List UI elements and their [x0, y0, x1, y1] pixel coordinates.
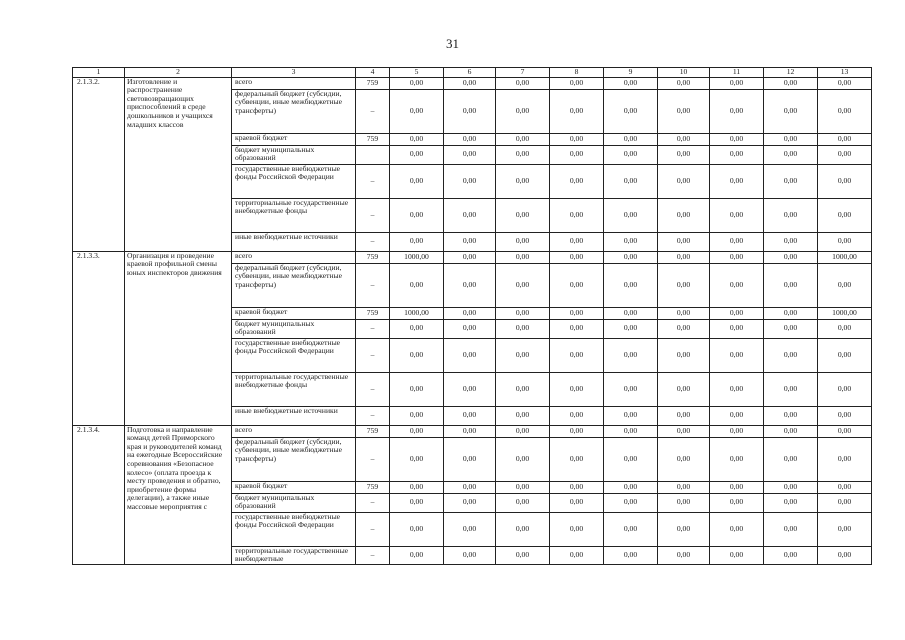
amount-cell: 0,00 — [496, 319, 550, 338]
amount-cell: 0,00 — [444, 481, 496, 493]
amount-cell: 0,00 — [550, 89, 604, 133]
funding-source: государственные внебюджетные фонды Российской Федерации — [232, 164, 356, 198]
amount-cell: 0,00 — [496, 372, 550, 406]
amount-cell: 0,00 — [764, 198, 818, 232]
amount-cell: 0,00 — [604, 164, 658, 198]
funding-source: иные внебюджетные источники — [232, 406, 356, 425]
amount-cell: 0,00 — [444, 263, 496, 307]
amount-cell: 0,00 — [658, 338, 710, 372]
amount-cell: 1000,00 — [390, 307, 444, 319]
amount-cell: 0,00 — [764, 145, 818, 164]
amount-cell: 0,00 — [710, 319, 764, 338]
amount-cell: 0,00 — [390, 198, 444, 232]
amount-cell: 0,00 — [496, 145, 550, 164]
amount-cell: 1000,00 — [818, 307, 872, 319]
amount-cell: 0,00 — [710, 512, 764, 546]
amount-cell: 0,00 — [390, 145, 444, 164]
amount-cell: 0,00 — [818, 493, 872, 512]
funding-source: государственные внебюджетные фонды Российской Федерации — [232, 512, 356, 546]
amount-cell: 0,00 — [818, 133, 872, 145]
amount-cell: 0,00 — [390, 425, 444, 437]
amount-cell: 0,00 — [710, 481, 764, 493]
amount-cell: 0,00 — [604, 512, 658, 546]
amount-cell: 0,00 — [550, 307, 604, 319]
admin-code: – — [356, 406, 390, 425]
amount-cell: 0,00 — [604, 425, 658, 437]
amount-cell: 0,00 — [818, 481, 872, 493]
funding-source: территориальные государственные внебюджетные фонды — [232, 372, 356, 406]
amount-cell: 0,00 — [818, 263, 872, 307]
amount-cell: 0,00 — [604, 307, 658, 319]
amount-cell: 0,00 — [390, 232, 444, 251]
funding-source: краевой бюджет — [232, 133, 356, 145]
amount-cell: 0,00 — [390, 493, 444, 512]
amount-cell: 0,00 — [710, 307, 764, 319]
admin-code: 759 — [356, 133, 390, 145]
amount-cell: 0,00 — [764, 481, 818, 493]
amount-cell: 0,00 — [550, 437, 604, 481]
amount-cell: 0,00 — [390, 481, 444, 493]
amount-cell: 0,00 — [818, 164, 872, 198]
amount-cell: 0,00 — [550, 232, 604, 251]
amount-cell: 0,00 — [444, 164, 496, 198]
amount-cell: 0,00 — [710, 77, 764, 89]
amount-cell: 0,00 — [710, 263, 764, 307]
amount-cell: 0,00 — [764, 546, 818, 564]
amount-cell: 0,00 — [496, 406, 550, 425]
amount-cell: 0,00 — [390, 77, 444, 89]
column-number: 11 — [710, 68, 764, 78]
amount-cell: 0,00 — [444, 251, 496, 263]
column-number: 13 — [818, 68, 872, 78]
amount-cell: 0,00 — [496, 89, 550, 133]
amount-cell: 0,00 — [496, 164, 550, 198]
amount-cell: 0,00 — [658, 133, 710, 145]
amount-cell: 0,00 — [604, 372, 658, 406]
admin-code: – — [356, 372, 390, 406]
amount-cell: 0,00 — [444, 546, 496, 564]
amount-cell: 0,00 — [818, 89, 872, 133]
amount-cell: 0,00 — [604, 319, 658, 338]
column-number: 8 — [550, 68, 604, 78]
amount-cell: 0,00 — [658, 493, 710, 512]
funding-source: бюджет муниципальных образований — [232, 319, 356, 338]
table-row — [73, 77, 872, 89]
column-number-row — [73, 68, 872, 78]
amount-cell: 0,00 — [764, 338, 818, 372]
amount-cell: 0,00 — [604, 338, 658, 372]
event-name: Организация и проведение краевой профильной смены юных инспекторов движения — [125, 251, 232, 425]
column-number: 9 — [604, 68, 658, 78]
amount-cell: 0,00 — [658, 164, 710, 198]
amount-cell: 0,00 — [390, 263, 444, 307]
amount-cell: 0,00 — [604, 145, 658, 164]
amount-cell: 0,00 — [764, 89, 818, 133]
amount-cell: 0,00 — [658, 425, 710, 437]
amount-cell: 0,00 — [604, 493, 658, 512]
amount-cell: 0,00 — [764, 493, 818, 512]
amount-cell: 0,00 — [764, 319, 818, 338]
table-row — [73, 425, 872, 437]
admin-code: – — [356, 493, 390, 512]
table-body — [73, 68, 872, 565]
admin-code: 759 — [356, 251, 390, 263]
amount-cell: 0,00 — [658, 406, 710, 425]
amount-cell: 0,00 — [818, 77, 872, 89]
amount-cell: 0,00 — [444, 425, 496, 437]
amount-cell: 0,00 — [710, 425, 764, 437]
funding-source: федеральный бюджет (субсидии, субвенции, иные межбюджетные трансферты) — [232, 263, 356, 307]
amount-cell: 0,00 — [818, 319, 872, 338]
amount-cell: 0,00 — [604, 437, 658, 481]
admin-code: 759 — [356, 307, 390, 319]
admin-code: – — [356, 232, 390, 251]
amount-cell: 0,00 — [710, 437, 764, 481]
amount-cell: 0,00 — [818, 512, 872, 546]
amount-cell: 1000,00 — [390, 251, 444, 263]
amount-cell: 0,00 — [550, 198, 604, 232]
amount-cell: 0,00 — [710, 145, 764, 164]
amount-cell: 0,00 — [604, 481, 658, 493]
admin-code: – — [356, 263, 390, 307]
amount-cell: 0,00 — [818, 145, 872, 164]
amount-cell: 0,00 — [550, 145, 604, 164]
amount-cell: 0,00 — [444, 307, 496, 319]
funding-source: всего — [232, 425, 356, 437]
admin-code: 759 — [356, 425, 390, 437]
amount-cell: 0,00 — [604, 198, 658, 232]
amount-cell: 0,00 — [390, 372, 444, 406]
column-number: 7 — [496, 68, 550, 78]
amount-cell: 0,00 — [764, 263, 818, 307]
amount-cell: 0,00 — [550, 338, 604, 372]
amount-cell: 0,00 — [496, 481, 550, 493]
amount-cell: 0,00 — [710, 493, 764, 512]
amount-cell: 0,00 — [550, 512, 604, 546]
funding-source: территориальные государственные внебюджетные фонды — [232, 198, 356, 232]
amount-cell: 0,00 — [390, 319, 444, 338]
amount-cell: 0,00 — [658, 372, 710, 406]
amount-cell: 0,00 — [764, 251, 818, 263]
amount-cell: 0,00 — [658, 77, 710, 89]
amount-cell: 0,00 — [658, 307, 710, 319]
amount-cell: 0,00 — [658, 232, 710, 251]
amount-cell: 0,00 — [550, 406, 604, 425]
amount-cell: 0,00 — [496, 437, 550, 481]
amount-cell: 0,00 — [710, 338, 764, 372]
amount-cell: 0,00 — [496, 133, 550, 145]
event-code: 2.1.3.3. — [73, 251, 125, 425]
admin-code: – — [356, 338, 390, 372]
admin-code: – — [356, 319, 390, 338]
amount-cell: 0,00 — [658, 89, 710, 133]
funding-source: федеральный бюджет (субсидии, субвенции, иные межбюджетные трансферты) — [232, 437, 356, 481]
amount-cell: 0,00 — [550, 263, 604, 307]
admin-code: – — [356, 437, 390, 481]
amount-cell: 0,00 — [444, 338, 496, 372]
amount-cell: 0,00 — [818, 546, 872, 564]
amount-cell: 0,00 — [764, 372, 818, 406]
amount-cell: 0,00 — [444, 372, 496, 406]
amount-cell: 0,00 — [710, 89, 764, 133]
amount-cell: 0,00 — [496, 232, 550, 251]
amount-cell: 0,00 — [710, 164, 764, 198]
amount-cell: 0,00 — [496, 251, 550, 263]
amount-cell: 0,00 — [550, 251, 604, 263]
amount-cell: 0,00 — [444, 437, 496, 481]
amount-cell: 0,00 — [496, 493, 550, 512]
event-name: Изготовление и распространение световозвращающих приспособлений в среде дошкольников и учащихся младших классов — [125, 77, 232, 251]
amount-cell: 0,00 — [764, 307, 818, 319]
amount-cell: 0,00 — [710, 198, 764, 232]
amount-cell: 1000,00 — [818, 251, 872, 263]
funding-source: государственные внебюджетные фонды Российской Федерации — [232, 338, 356, 372]
amount-cell: 0,00 — [444, 493, 496, 512]
column-number: 10 — [658, 68, 710, 78]
column-number: 6 — [444, 68, 496, 78]
amount-cell: 0,00 — [496, 198, 550, 232]
amount-cell: 0,00 — [658, 481, 710, 493]
column-number: 1 — [73, 68, 125, 78]
amount-cell: 0,00 — [550, 372, 604, 406]
column-number: 2 — [125, 68, 232, 78]
funding-table — [72, 67, 872, 565]
amount-cell: 0,00 — [390, 512, 444, 546]
funding-source: краевой бюджет — [232, 307, 356, 319]
amount-cell: 0,00 — [496, 263, 550, 307]
event-name: Подготовка и направление команд детей Приморского края и руководителей команд на ежегодные Всероссийские соревнования «Безопасное колесо» (оплата проезда к месту проведения и обратно, приобретение формы делегации), а также иные массовые мероприятия с — [125, 425, 232, 564]
amount-cell: 0,00 — [818, 437, 872, 481]
column-number: 4 — [356, 68, 390, 78]
amount-cell: 0,00 — [444, 232, 496, 251]
amount-cell: 0,00 — [444, 406, 496, 425]
amount-cell: 0,00 — [496, 307, 550, 319]
amount-cell: 0,00 — [710, 406, 764, 425]
amount-cell: 0,00 — [604, 232, 658, 251]
amount-cell: 0,00 — [658, 512, 710, 546]
funding-source: федеральный бюджет (субсидии, субвенции, иные межбюджетные трансферты) — [232, 89, 356, 133]
amount-cell: 0,00 — [390, 546, 444, 564]
amount-cell: 0,00 — [658, 546, 710, 564]
amount-cell: 0,00 — [496, 425, 550, 437]
amount-cell: 0,00 — [550, 164, 604, 198]
amount-cell: 0,00 — [550, 493, 604, 512]
amount-cell: 0,00 — [658, 319, 710, 338]
amount-cell: 0,00 — [604, 77, 658, 89]
amount-cell: 0,00 — [550, 77, 604, 89]
admin-code: – — [356, 198, 390, 232]
column-number: 5 — [390, 68, 444, 78]
funding-source: бюджет муниципальных образований — [232, 493, 356, 512]
funding-source: бюджет муниципальных образований — [232, 145, 356, 164]
amount-cell: 0,00 — [764, 133, 818, 145]
amount-cell: 0,00 — [710, 546, 764, 564]
funding-source: краевой бюджет — [232, 481, 356, 493]
funding-source: всего — [232, 251, 356, 263]
amount-cell: 0,00 — [604, 546, 658, 564]
amount-cell: 0,00 — [658, 145, 710, 164]
amount-cell: 0,00 — [764, 77, 818, 89]
admin-code: – — [356, 164, 390, 198]
admin-code — [356, 145, 390, 164]
amount-cell: 0,00 — [710, 133, 764, 145]
admin-code: 759 — [356, 481, 390, 493]
amount-cell: 0,00 — [764, 406, 818, 425]
amount-cell: 0,00 — [658, 251, 710, 263]
funding-source: иные внебюджетные источники — [232, 232, 356, 251]
event-code: 2.1.3.4. — [73, 425, 125, 564]
amount-cell: 0,00 — [604, 406, 658, 425]
amount-cell: 0,00 — [390, 164, 444, 198]
column-number: 3 — [232, 68, 356, 78]
amount-cell: 0,00 — [496, 512, 550, 546]
amount-cell: 0,00 — [658, 437, 710, 481]
amount-cell: 0,00 — [658, 263, 710, 307]
amount-cell: 0,00 — [818, 372, 872, 406]
amount-cell: 0,00 — [390, 338, 444, 372]
page-number: 31 — [446, 36, 459, 51]
amount-cell: 0,00 — [550, 133, 604, 145]
amount-cell: 0,00 — [390, 406, 444, 425]
amount-cell: 0,00 — [390, 133, 444, 145]
amount-cell: 0,00 — [818, 425, 872, 437]
amount-cell: 0,00 — [658, 198, 710, 232]
amount-cell: 0,00 — [764, 232, 818, 251]
amount-cell: 0,00 — [710, 251, 764, 263]
amount-cell: 0,00 — [550, 546, 604, 564]
amount-cell: 0,00 — [818, 406, 872, 425]
funding-source: всего — [232, 77, 356, 89]
amount-cell: 0,00 — [550, 319, 604, 338]
amount-cell: 0,00 — [444, 198, 496, 232]
amount-cell: 0,00 — [444, 89, 496, 133]
amount-cell: 0,00 — [550, 481, 604, 493]
amount-cell: 0,00 — [818, 232, 872, 251]
admin-code: – — [356, 512, 390, 546]
amount-cell: 0,00 — [604, 89, 658, 133]
amount-cell: 0,00 — [444, 145, 496, 164]
amount-cell: 0,00 — [496, 546, 550, 564]
admin-code: – — [356, 546, 390, 564]
amount-cell: 0,00 — [764, 512, 818, 546]
amount-cell: 0,00 — [818, 198, 872, 232]
amount-cell: 0,00 — [764, 437, 818, 481]
amount-cell: 0,00 — [444, 512, 496, 546]
admin-code: 759 — [356, 77, 390, 89]
amount-cell: 0,00 — [818, 338, 872, 372]
amount-cell: 0,00 — [444, 133, 496, 145]
amount-cell: 0,00 — [604, 251, 658, 263]
amount-cell: 0,00 — [550, 425, 604, 437]
amount-cell: 0,00 — [390, 437, 444, 481]
admin-code: – — [356, 89, 390, 133]
amount-cell: 0,00 — [444, 77, 496, 89]
table-row — [73, 251, 872, 263]
amount-cell: 0,00 — [710, 232, 764, 251]
amount-cell: 0,00 — [444, 319, 496, 338]
amount-cell: 0,00 — [390, 89, 444, 133]
amount-cell: 0,00 — [764, 164, 818, 198]
amount-cell: 0,00 — [710, 372, 764, 406]
column-number: 12 — [764, 68, 818, 78]
amount-cell: 0,00 — [604, 263, 658, 307]
amount-cell: 0,00 — [764, 425, 818, 437]
amount-cell: 0,00 — [496, 338, 550, 372]
amount-cell: 0,00 — [604, 133, 658, 145]
funding-source: территориальные государственные внебюджетные — [232, 546, 356, 564]
amount-cell: 0,00 — [496, 77, 550, 89]
event-code: 2.1.3.2. — [73, 77, 125, 251]
